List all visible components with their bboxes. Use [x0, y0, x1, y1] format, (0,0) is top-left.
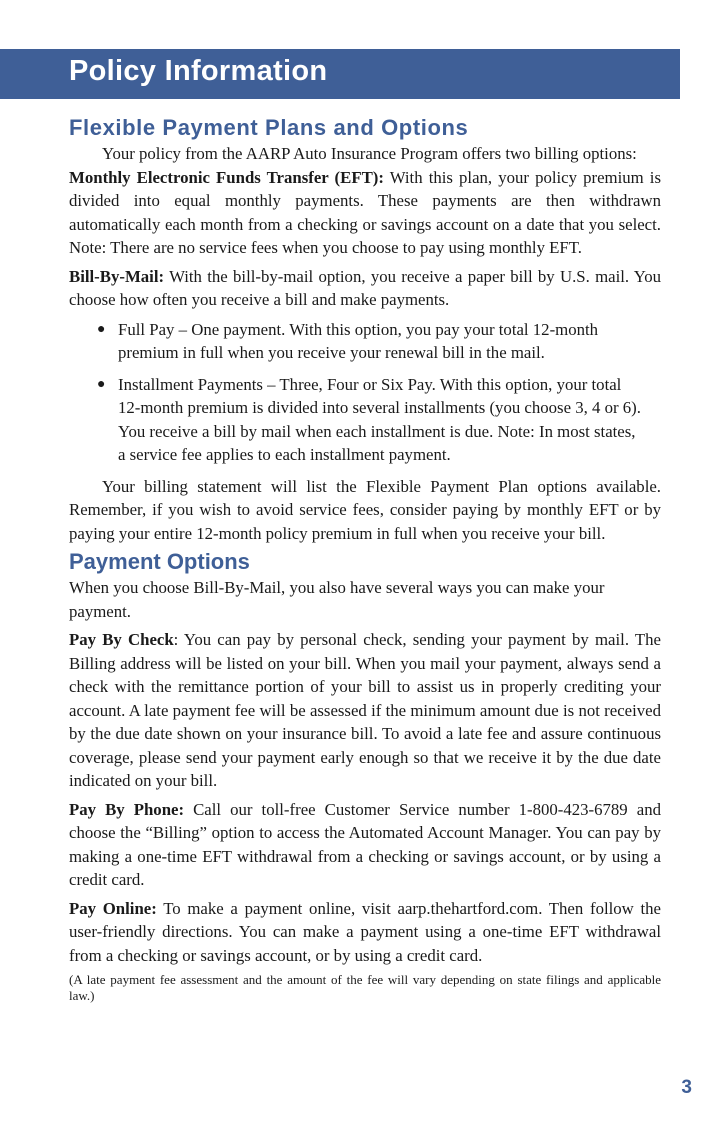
- list-item: ● Installment Payments – Three, Four or Six Pay. With this option, your total 12-month premium is divided into several installments (you choose 3, 4 or 6). You receive a bill by mail when each installment is due. Note: In most states, a service fee applies to each installment payment.: [97, 374, 641, 464]
- bill-by-mail-label: Bill-By-Mail:: [69, 266, 165, 286]
- section-heading-payment-options: Payment Options: [69, 549, 250, 574]
- list-item: ● Full Pay – One payment. With this option, you pay your total 12-month premium in full when you receive your renewal bill in the mail.: [97, 319, 599, 362]
- pay-by-check-text: : You can pay by personal check, sending your payment by mail. The Billing address will be listed on your bill. When you mail your payment, always send a check with the remittance portion of your bill to assist us in properly crediting your account. A late payment fee will be assessed if the minimum amount due is not received by the due date shown on your insurance bill. To avoid a late fee and assure continuous coverage, please send your payment early enough so that we receive it by the due date indicated on your bill.: [69, 630, 661, 790]
- page-number: 3: [681, 1077, 692, 1098]
- section-heading-flexible-payment: Flexible Payment Plans and Options: [69, 115, 469, 140]
- closing-paragraph: Your billing statement will list the Flexible Payment Plan options available. Remember, if you wish to avoid service fees, consider paying by monthly EFT or by paying your entire 12-month policy premium in full when you receive your bill.: [69, 476, 661, 543]
- pay-online-label: Pay Online:: [69, 898, 157, 918]
- page-title: Policy Information: [69, 55, 328, 87]
- eft-label: Monthly Electronic Funds Transfer (EFT):: [69, 167, 384, 187]
- pay-by-phone-text: Call our toll-free Customer Service number 1-800-423-6789 and choose the “Billing” option to access the Automated Account Manager. You can pay by making a one-time EFT withdrawal from a checking or savings account, or by using a credit card.: [69, 799, 661, 889]
- pay-by-phone-label: Pay By Phone:: [69, 799, 185, 819]
- eft-text: With this plan, your policy premium is divided into equal monthly payments. These payments are then withdrawn automatically each month from a checking or savings account on a date that you select. Note: There are no service fees when you choose to pay using monthly EFT.: [69, 167, 661, 257]
- bullet-icon: ●: [97, 321, 106, 337]
- bullet-icon: ●: [97, 376, 106, 392]
- intro-paragraph: Your policy from the AARP Auto Insurance Program offers two billing options:: [102, 144, 637, 163]
- page-content: [69, 114, 661, 1004]
- pay-online-text: To make a payment online, visit aarp.thehartford.com. Then follow the user-friendly directions. You can make a payment using a one-time EFT withdrawal from a checking or savings account, or by using a credit card.: [69, 898, 661, 965]
- pay-by-check-label: Pay By Check: [69, 630, 174, 649]
- pay-by-phone-paragraph: [69, 798, 661, 892]
- bill-by-mail-text: With the bill-by-mail option, you receive a paper bill by U.S. mail. You choose how often you receive a bill and make payments.: [69, 266, 661, 309]
- billing-options-list: [69, 318, 641, 467]
- pay-online-paragraph: [69, 897, 661, 968]
- footnote: (A late payment fee assessment and the amount of the fee will vary depending on state filings and applicable law.): [69, 972, 661, 1003]
- eft-paragraph: [69, 166, 661, 260]
- pay-by-check-paragraph: [69, 628, 661, 793]
- bill-by-mail-paragraph: [69, 265, 661, 312]
- payment-intro-paragraph: When you choose Bill-By-Mail, you also have several ways you can make your payment.: [69, 578, 605, 621]
